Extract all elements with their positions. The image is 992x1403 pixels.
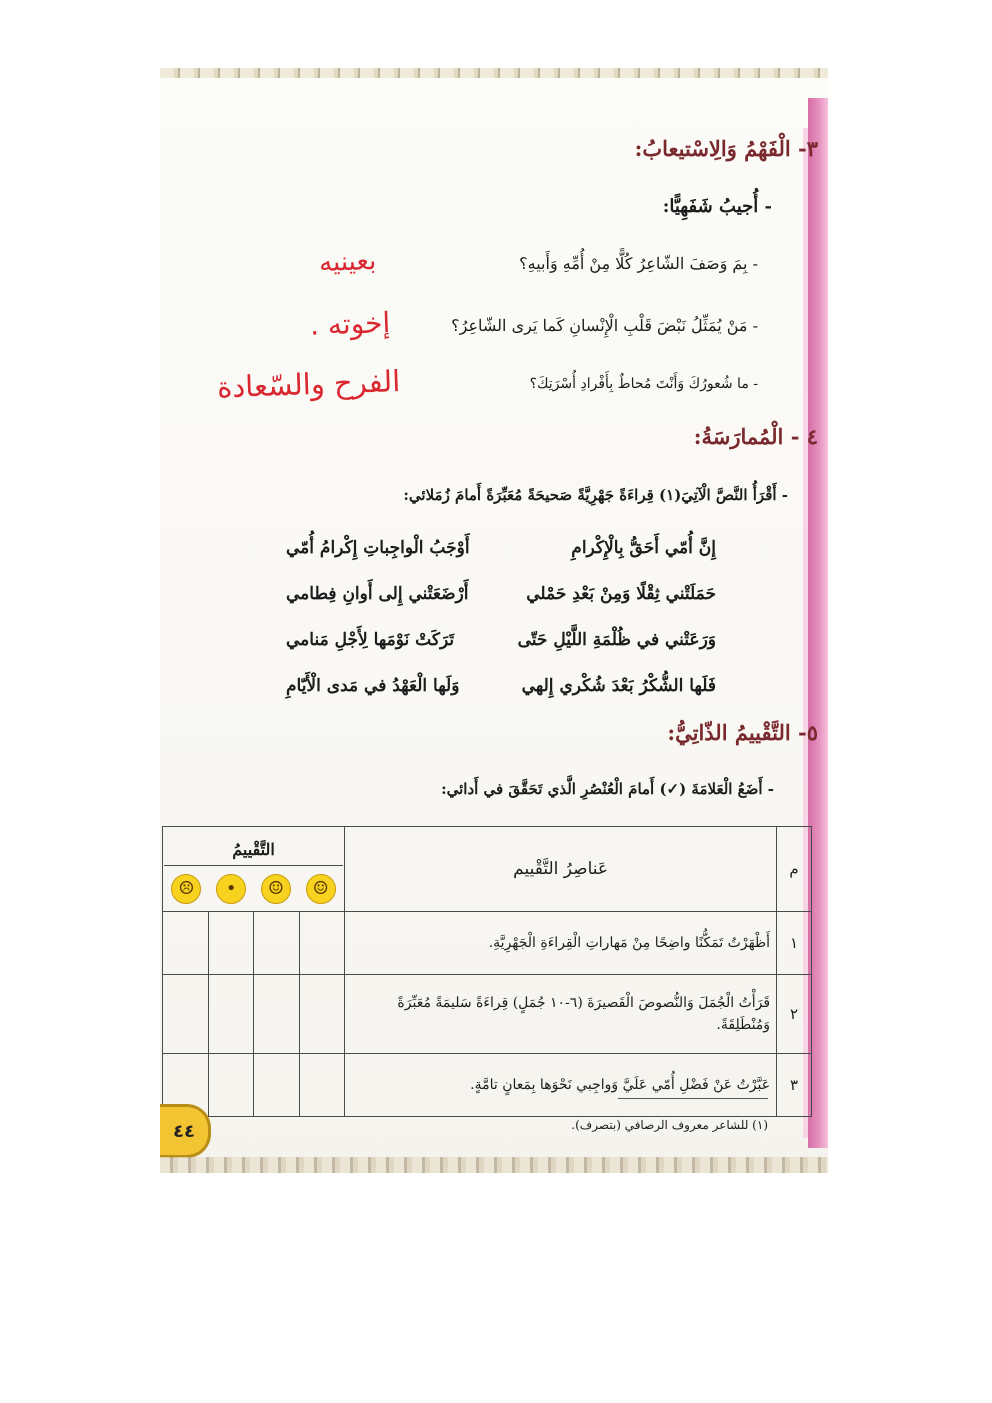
section-4-title: ٤ - الْمُمارَسَةُ: <box>693 424 818 449</box>
rating-cell[interactable] <box>208 975 254 1054</box>
row-number: ١ <box>777 912 812 975</box>
column-header-criteria: عَناصِرُ التَّقْييم <box>345 827 777 912</box>
happy-face-icon: ☺ <box>306 874 336 904</box>
poem <box>286 538 716 722</box>
verse-first-half: فَلَها الشُّكْرُ بَعْدَ شُكْري إِلهي <box>521 676 716 696</box>
rating-cell[interactable] <box>254 975 300 1054</box>
table-row <box>163 912 812 975</box>
rating-cell[interactable] <box>163 912 209 975</box>
table-header-row <box>163 827 812 912</box>
rating-title: التَّقْييمُ <box>164 834 343 866</box>
poem-verse <box>286 538 716 584</box>
rating-cell[interactable] <box>299 912 345 975</box>
handwritten-answer-3: الفرح والسّعادة <box>216 364 401 405</box>
row-criteria: أَظْهَرْتُ تَمَكُّنًا واضِحًا مِنْ مَهاراتِ الْقِراءَةِ الْجَهْرِيَّةِ. <box>345 912 777 975</box>
page-number-badge: ٤٤ <box>160 1104 211 1158</box>
verse-first-half: وَرَعَتْني في ظُلْمَةِ اللَّيْلِ حَتّى <box>517 630 716 650</box>
verse-second-half: أَرْضَعَتْني إِلى أَوانِ فِطامي <box>286 584 469 604</box>
rating-cell[interactable] <box>208 912 254 975</box>
row-criteria: قَرَأْتُ الْجُمَلَ وَالنُّصوصَ الْقَصيرَةَ (٦-١٠ جُمَلٍ) قِراءَةً سَليمَةً مُعَبِّرَةً وَمُنْطَلِقَةً. <box>345 975 777 1054</box>
footnote: (١) للشاعر معروف الرصافي (بتصرف). <box>571 1118 768 1132</box>
sad-face-icon: ☹ <box>171 874 201 904</box>
section-3-instruction: - أُجيبُ شَفَهِيًّا: <box>662 196 772 217</box>
page-scan <box>160 68 828 1173</box>
self-assessment-table <box>162 826 812 1117</box>
row-criteria: عَبَّرْتُ عَنْ فَضْلِ أُمّي عَلَيَّ وَواجِبي نَحْوَها بِمَعانٍ تامَّةٍ. <box>345 1054 777 1117</box>
poem-verse <box>286 630 716 676</box>
rating-cell[interactable] <box>254 912 300 975</box>
poem-verse <box>286 676 716 722</box>
verse-second-half: تَرَكَتْ نَوْمَها لِأَجْلِ مَنامي <box>286 630 455 650</box>
handwritten-answer-1: بعينيه <box>318 246 377 278</box>
section-4-instruction: - أَقْرَأُ النَّصَّ الْآتِيَ(١) قِراءَةً جَهْرِيَّةً صَحيحَةً مُعَبِّرَةً أَمامَ زُمَلائي: <box>403 486 788 504</box>
table-row <box>163 1054 812 1117</box>
question-2: - مَنْ يُمَثِّلُ نَبْضَ قَلْبِ الْإِنْسانِ كَما يَرى الشّاعِرُ؟ <box>451 316 758 335</box>
verse-second-half: وَلَها الْعَهْدُ في مَدى الْأَيّامِ <box>286 676 460 696</box>
rating-cell[interactable] <box>299 975 345 1054</box>
verse-first-half: إِنَّ أُمّي أَحَقُّ بِالْإِكْرامِ <box>571 538 716 558</box>
row-number: ٣ <box>777 1054 812 1117</box>
section-5-title: ٥- التَّقْييمُ الذّاتِيُّ: <box>667 720 818 745</box>
footnote-divider <box>618 1098 768 1099</box>
bottom-edge-strip <box>160 1157 828 1173</box>
table-row <box>163 975 812 1054</box>
smiling-face-icon: ☺ <box>261 874 291 904</box>
section-5-instruction: - أَضَعُ الْعَلامَةَ (✓) أَمامَ الْعُنْصُرِ الَّذي تَحَقَّقَ في أَدائي: <box>441 780 774 798</box>
verse-first-half: حَمَلَتْني ثِقْلًا وَمِنْ بَعْدِ حَمْلي <box>526 584 716 604</box>
page-content <box>160 68 828 1173</box>
poem-verse <box>286 584 716 630</box>
column-header-number: م <box>777 827 812 912</box>
rating-scale <box>164 874 343 904</box>
rating-cell[interactable] <box>254 1054 300 1117</box>
verse-second-half: أَوْجَبُ الْواجِباتِ إِكْرامُ أُمّي <box>286 538 470 558</box>
question-1: - بِمَ وَصَفَ الشّاعِرُ كُلًّا مِنْ أُمِّهِ وَأَبيهِ؟ <box>519 254 758 273</box>
question-3: - ما شُعورُكَ وَأَنْتَ مُحاطٌ بِأَفْرادِ أُسْرَتِكَ؟ <box>529 376 758 392</box>
column-header-rating <box>163 827 345 912</box>
handwritten-answer-2: إخوته . <box>309 306 391 342</box>
neutral-face-icon: • <box>216 874 246 904</box>
rating-cell[interactable] <box>299 1054 345 1117</box>
rating-cell[interactable] <box>208 1054 254 1117</box>
section-3-title: ٣- الْفَهْمُ وَالِاسْتيعابُ: <box>634 136 818 161</box>
row-number: ٢ <box>777 975 812 1054</box>
rating-cell[interactable] <box>163 975 209 1054</box>
